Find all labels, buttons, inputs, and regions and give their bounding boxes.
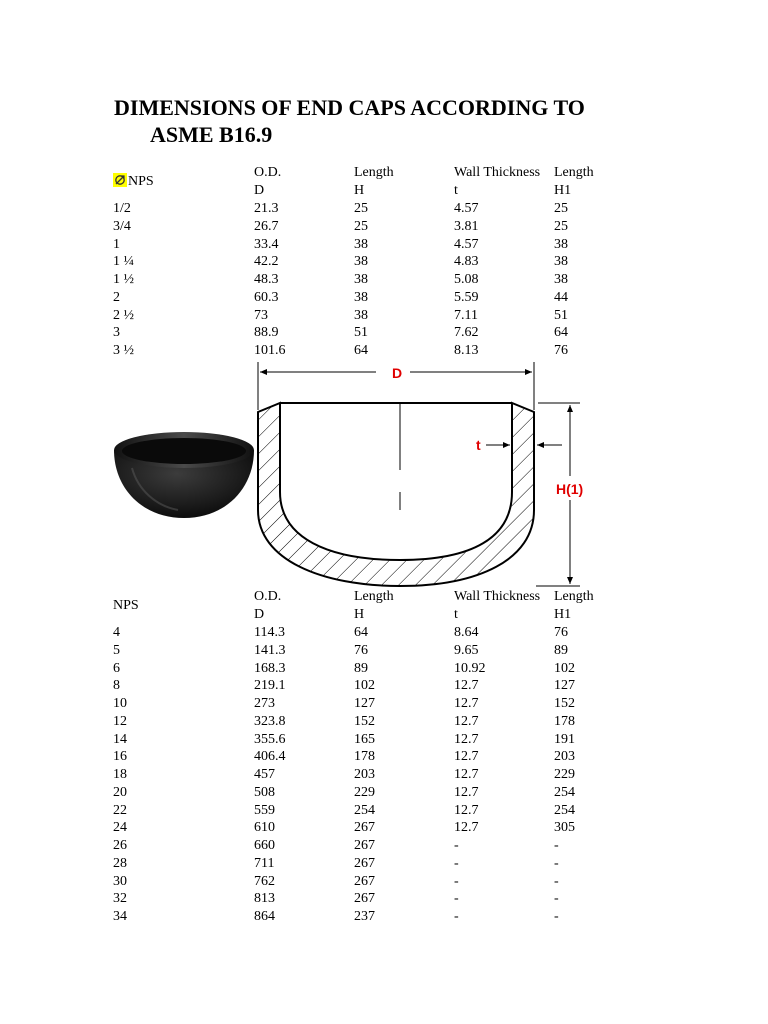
table-header bbox=[0, 588, 768, 624]
cell-od: 508 bbox=[254, 784, 275, 800]
table-row bbox=[0, 660, 768, 678]
cell-wall-thickness: 9.65 bbox=[454, 642, 479, 658]
cell-wall-thickness: 5.59 bbox=[454, 289, 479, 305]
cell-od: 33.4 bbox=[254, 236, 279, 252]
cell-length: 267 bbox=[354, 838, 375, 853]
cell-od: 660 bbox=[254, 838, 275, 853]
table-row bbox=[0, 819, 768, 837]
cell-od: 762 bbox=[254, 873, 275, 889]
cell-length: 267 bbox=[354, 873, 375, 889]
table-row bbox=[0, 200, 768, 218]
cell-wall-thickness: - bbox=[454, 855, 459, 871]
cell-wall-thickness: 7.62 bbox=[454, 325, 479, 341]
cell-nps: 30 bbox=[113, 873, 127, 889]
cell-length-h1: 191 bbox=[554, 731, 575, 747]
cell-wall-thickness: 12.7 bbox=[454, 784, 479, 800]
cell-wall-thickness: 12.7 bbox=[454, 678, 479, 694]
cell-od: 323.8 bbox=[254, 713, 286, 729]
cell-nps: 1 ¼ bbox=[113, 254, 134, 270]
cell-od: 88.9 bbox=[254, 325, 279, 341]
table-row bbox=[0, 289, 768, 307]
table-row bbox=[0, 236, 768, 254]
cell-length: 127 bbox=[354, 696, 375, 711]
cell-length-h1: 102 bbox=[554, 660, 575, 676]
cell-wall-thickness: 12.7 bbox=[454, 820, 479, 836]
cell-length: 38 bbox=[354, 236, 368, 252]
cell-od: 114.3 bbox=[254, 625, 285, 640]
cell-length-h1: 152 bbox=[554, 696, 575, 711]
cell-length: 51 bbox=[354, 325, 368, 341]
end-cap-diagram bbox=[250, 360, 590, 592]
table-row bbox=[0, 748, 768, 766]
cell-od: 864 bbox=[254, 909, 275, 924]
dimensions-table-large bbox=[0, 588, 768, 926]
cell-length-h1: 76 bbox=[554, 343, 568, 358]
cell-wall-thickness: - bbox=[454, 873, 459, 889]
cell-od: 48.3 bbox=[254, 272, 279, 287]
table-row bbox=[0, 766, 768, 784]
cell-od: 273 bbox=[254, 696, 275, 711]
cell-od: 26.7 bbox=[254, 218, 279, 234]
header-length: Length H bbox=[354, 589, 394, 622]
cell-nps: 16 bbox=[113, 749, 127, 765]
cell-nps: 24 bbox=[113, 820, 127, 836]
cell-wall-thickness: 12.7 bbox=[454, 802, 479, 818]
cell-nps: 20 bbox=[113, 784, 127, 800]
cell-length-h1: 203 bbox=[554, 749, 575, 765]
cell-nps: 1 ½ bbox=[113, 272, 134, 287]
cell-length-h1: 25 bbox=[554, 201, 568, 216]
cell-wall-thickness: - bbox=[454, 838, 459, 853]
cell-od: 73 bbox=[254, 307, 268, 323]
cell-length-h1: 76 bbox=[554, 625, 568, 640]
cell-nps: 3 bbox=[113, 325, 120, 341]
cell-nps: 28 bbox=[113, 855, 127, 871]
cell-wall-thickness: 3.81 bbox=[454, 218, 479, 234]
cell-od: 355.6 bbox=[254, 731, 286, 747]
table-row bbox=[0, 873, 768, 891]
cell-length: 203 bbox=[354, 767, 375, 782]
cell-length: 38 bbox=[354, 254, 368, 270]
table-row bbox=[0, 271, 768, 289]
cell-nps: 22 bbox=[113, 802, 127, 818]
cell-length-h1: - bbox=[554, 909, 559, 924]
cell-length: 152 bbox=[354, 713, 375, 729]
cell-nps: 34 bbox=[113, 909, 127, 924]
table-row bbox=[0, 342, 768, 360]
cell-length-h1: 254 bbox=[554, 784, 575, 800]
cell-od: 406.4 bbox=[254, 749, 286, 765]
cell-length: 102 bbox=[354, 678, 375, 694]
header-nps: NPS bbox=[113, 598, 139, 613]
dimension-label-h1: H(1) bbox=[556, 481, 584, 497]
table-row bbox=[0, 677, 768, 695]
cell-length: 267 bbox=[354, 820, 375, 836]
anchor-icon[interactable] bbox=[113, 173, 127, 187]
cell-nps: 3/4 bbox=[113, 218, 131, 234]
cell-nps: 1/2 bbox=[113, 201, 131, 216]
cell-wall-thickness: 8.13 bbox=[454, 343, 479, 358]
table-row bbox=[0, 837, 768, 855]
header-length-h1: Length H1 bbox=[554, 165, 594, 198]
cell-od: 457 bbox=[254, 767, 275, 782]
cell-length-h1: 38 bbox=[554, 236, 568, 252]
cell-length: 165 bbox=[354, 731, 375, 747]
table-row bbox=[0, 784, 768, 802]
cell-wall-thickness: 4.57 bbox=[454, 201, 479, 216]
table-row bbox=[0, 307, 768, 325]
cell-wall-thickness: - bbox=[454, 891, 459, 907]
cell-length-h1: 44 bbox=[554, 289, 568, 305]
cell-nps: 2 ½ bbox=[113, 307, 134, 323]
cell-od: 559 bbox=[254, 802, 275, 818]
cell-od: 813 bbox=[254, 891, 275, 907]
document-title bbox=[114, 94, 674, 148]
header-od: O.D. D bbox=[254, 165, 282, 198]
table-body bbox=[0, 624, 768, 926]
table-header bbox=[0, 164, 768, 200]
table-row bbox=[0, 890, 768, 908]
table-row bbox=[0, 218, 768, 236]
header-od: O.D. D bbox=[254, 589, 282, 622]
cell-wall-thickness: 12.7 bbox=[454, 749, 479, 765]
table-row bbox=[0, 624, 768, 642]
cell-length: 38 bbox=[354, 307, 368, 323]
cell-length: 76 bbox=[354, 642, 368, 658]
cell-od: 219.1 bbox=[254, 678, 286, 694]
table-row bbox=[0, 695, 768, 713]
cell-length-h1: 38 bbox=[554, 254, 568, 270]
cell-od: 42.2 bbox=[254, 254, 279, 270]
cell-od: 60.3 bbox=[254, 289, 279, 305]
cell-length: 25 bbox=[354, 218, 368, 234]
cell-wall-thickness: 10.92 bbox=[454, 660, 486, 676]
cell-length: 267 bbox=[354, 891, 375, 907]
cell-length: 267 bbox=[354, 855, 375, 871]
table-row bbox=[0, 253, 768, 271]
title-line-2: ASME B16.9 bbox=[150, 122, 273, 147]
cell-wall-thickness: 8.64 bbox=[454, 625, 479, 640]
cell-nps: 10 bbox=[113, 696, 127, 711]
cell-od: 141.3 bbox=[254, 642, 286, 658]
cell-nps: 12 bbox=[113, 713, 127, 729]
cell-length-h1: 89 bbox=[554, 642, 568, 658]
cell-wall-thickness: 12.7 bbox=[454, 696, 479, 711]
table-row bbox=[0, 802, 768, 820]
cell-length-h1: 64 bbox=[554, 325, 568, 341]
cell-nps: 18 bbox=[113, 767, 127, 782]
table-row bbox=[0, 908, 768, 926]
cell-length: 89 bbox=[354, 660, 368, 676]
table-body bbox=[0, 200, 768, 360]
cell-length-h1: 305 bbox=[554, 820, 575, 836]
title-line-1: DIMENSIONS OF END CAPS ACCORDING TO bbox=[114, 95, 585, 120]
header-length-h1: Length H1 bbox=[554, 589, 594, 622]
cell-nps: 26 bbox=[113, 838, 127, 853]
cell-nps: 5 bbox=[113, 642, 120, 658]
cell-wall-thickness: 4.83 bbox=[454, 254, 479, 270]
cell-wall-thickness: 5.08 bbox=[454, 272, 479, 287]
cell-wall-thickness: 12.7 bbox=[454, 767, 479, 782]
cell-length-h1: 38 bbox=[554, 272, 568, 287]
cell-nps: 3 ½ bbox=[113, 343, 134, 358]
cell-length: 237 bbox=[354, 909, 375, 924]
cell-nps: 32 bbox=[113, 891, 127, 907]
cell-length: 64 bbox=[354, 625, 368, 640]
cap-wall-section bbox=[258, 403, 534, 586]
cell-length-h1: 51 bbox=[554, 307, 568, 323]
cell-length: 178 bbox=[354, 749, 375, 765]
cell-length-h1: - bbox=[554, 838, 559, 853]
header-wall-thickness: Wall Thickness t bbox=[454, 589, 541, 622]
header-nps: NPS bbox=[113, 173, 154, 191]
cell-wall-thickness: 4.57 bbox=[454, 236, 479, 252]
cell-length: 64 bbox=[354, 343, 368, 358]
cell-length-h1: - bbox=[554, 855, 559, 871]
end-cap-photo bbox=[112, 428, 256, 520]
cell-length: 38 bbox=[354, 289, 368, 305]
dimension-label-d: D bbox=[392, 365, 403, 381]
cell-nps: 2 bbox=[113, 289, 120, 305]
cell-od: 610 bbox=[254, 820, 275, 836]
cell-length: 254 bbox=[354, 802, 375, 818]
cell-length-h1: - bbox=[554, 873, 559, 889]
cell-length-h1: 25 bbox=[554, 218, 568, 234]
cell-length-h1: 127 bbox=[554, 678, 575, 694]
table-row bbox=[0, 324, 768, 342]
cell-length: 229 bbox=[354, 784, 375, 800]
cell-nps: 1 bbox=[113, 236, 120, 252]
cell-od: 711 bbox=[254, 855, 275, 871]
table-row bbox=[0, 642, 768, 660]
table-row bbox=[0, 731, 768, 749]
cell-nps: 14 bbox=[113, 731, 127, 747]
dimensions-table-small bbox=[0, 164, 768, 360]
cell-length-h1: - bbox=[554, 891, 559, 907]
cell-od: 21.3 bbox=[254, 201, 279, 216]
cell-nps: 6 bbox=[113, 660, 120, 676]
cell-od: 101.6 bbox=[254, 343, 286, 358]
table-row bbox=[0, 713, 768, 731]
cell-length-h1: 178 bbox=[554, 713, 575, 729]
cell-wall-thickness: 7.11 bbox=[454, 307, 478, 323]
cell-wall-thickness: - bbox=[454, 909, 459, 924]
dimension-label-t: t bbox=[476, 437, 481, 453]
cell-length: 38 bbox=[354, 272, 368, 287]
cell-length-h1: 254 bbox=[554, 802, 575, 818]
header-length: Length H bbox=[354, 165, 394, 198]
cell-nps: 8 bbox=[113, 678, 120, 694]
table-row bbox=[0, 855, 768, 873]
cell-nps: 4 bbox=[113, 625, 120, 640]
header-wall-thickness: Wall Thickness t bbox=[454, 165, 541, 198]
cell-wall-thickness: 12.7 bbox=[454, 731, 479, 747]
cell-wall-thickness: 12.7 bbox=[454, 713, 479, 729]
cell-length-h1: 229 bbox=[554, 767, 575, 782]
cell-od: 168.3 bbox=[254, 660, 286, 676]
cell-length: 25 bbox=[354, 201, 368, 216]
